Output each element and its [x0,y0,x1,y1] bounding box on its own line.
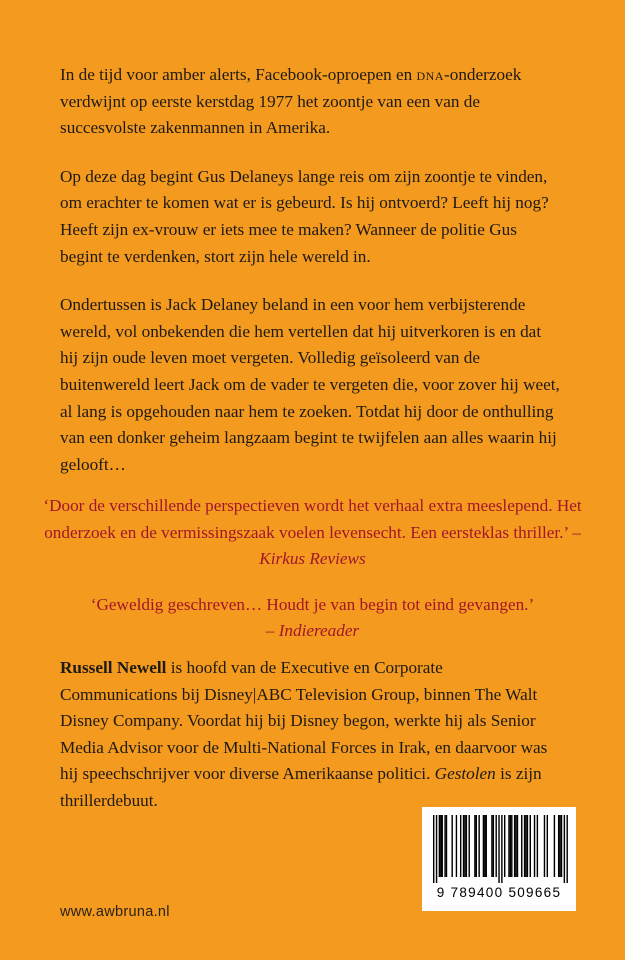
barcode-bar [524,815,525,877]
barcode-bar [508,815,509,877]
barcode-bar [527,815,528,877]
review-quote-indiereader: ‘Geweldig geschreven… Houdt je van begin tot eind gevangen.’ – Indiereader [90,594,535,641]
barcode-bar [534,815,535,877]
barcode-bar [436,815,437,883]
barcode-bar [515,815,516,877]
blurb-paragraph-3: Ondertussen is Jack Delaney beland in een voor hem verbijsterende wereld, vol onbekenden die hem vertellen dat hij uitverkoren is en dat hij zijn oude leven moet vergeten. Volledig geïsoleerd van de buitenwereld leert Jack om de vader te vergeten die, voor zover hij weet, al lang is opgehouden naar hem te zoeken. Totdat hij door de onthulling van een donker geheim langzaam begint te twijfelen aan alles waarin hij gelooft… [60,295,560,474]
isbn-number: 9 789400 509665 [436,885,562,900]
blurb-paragraph-1: In de tijd voor amber alerts, Facebook-oproepen en dna-onderzoek verdwijnt op eerste kerstdag 1977 het zoontje van een van de succesvolste zakenmannen in Amerika. [60,65,522,138]
barcode-bar [495,815,496,877]
barcode-bar [498,815,499,883]
barcode-bar [439,815,440,877]
barcode-bars [428,815,570,883]
barcode-bar [504,815,505,877]
barcode-bar [433,815,434,883]
book-title: Gestolen [434,764,496,784]
barcode-bar [478,815,479,877]
barcode-bar [501,815,502,883]
barcode-bar [530,815,531,877]
author-name: Russell Newell [60,658,167,677]
barcode-bar [558,815,559,877]
barcode-bar [554,815,555,877]
barcode-bar [456,815,457,877]
barcode-bar [486,815,487,877]
author-bio: Russell Newell is hoofd van de Executive en Corporate Communications bij Disney|ABC Television Group, binnen The Walt Disney Company. Voordat hij bij Disney begon, werkte hij als Senior Media Advisor voor de Multi-National Forces in Irak, en daarvoor was hij speechschrijver voor diverse Amerikaanse politici. Gestolen is zijn thrillerdebuut. [60,658,548,810]
barcode-bar [564,815,565,883]
barcode-bar [451,815,452,877]
barcode-bar [566,815,567,883]
barcode-bar [491,815,492,877]
barcode-bar [544,815,545,877]
barcode-bar [442,815,443,877]
isbn-barcode [422,807,576,911]
barcode-bar [521,815,522,877]
barcode-bar [511,815,512,877]
barcode-bar [493,815,494,877]
barcode-bar [484,815,485,877]
barcode-bar [547,815,548,877]
barcode-bar [463,815,464,877]
barcode-bar [464,815,465,877]
barcode-bar [466,815,467,877]
barcode-bar [460,815,461,877]
barcode-bar [476,815,477,877]
barcode-bar [444,815,445,877]
barcode-bar [510,815,511,877]
barcode-bar [514,815,515,877]
review-source: – Indiereader [265,621,360,641]
barcode-bar [469,815,470,877]
back-cover-blurb [60,62,560,500]
barcode-bar [537,815,538,877]
barcode-bar [559,815,560,877]
barcode-bar [525,815,526,877]
barcode-bar [440,815,441,877]
barcode-bar [517,815,518,877]
barcode-bar [474,815,475,877]
review-quote-kirkus: ‘Door de verschillende perspectieven wordt het verhaal extra meeslepend. Het onderzoek en de vermissingszaak voelen levensecht. Een eersteklas thriller.’ – Kirkus Reviews [43,496,582,569]
blurb-paragraph-2: Op deze dag begint Gus Delaneys lange reis om zijn zoontje te vinden, om erachter te komen wat er is gebeurd. Is hij ontvoerd? Leeft hij nog? Heeft zijn ex-vrouw er iets mee te maken? Wanneer de politie Gus begint te verdenken, stort zijn hele wereld in. [60,166,549,266]
review-source: Kirkus Reviews [259,549,366,569]
publisher-url: www.awbruna.nl [60,904,170,920]
barcode-bar [483,815,484,877]
barcode-bar [561,815,562,877]
barcode-bar [446,815,447,877]
review-quotes [40,493,585,664]
